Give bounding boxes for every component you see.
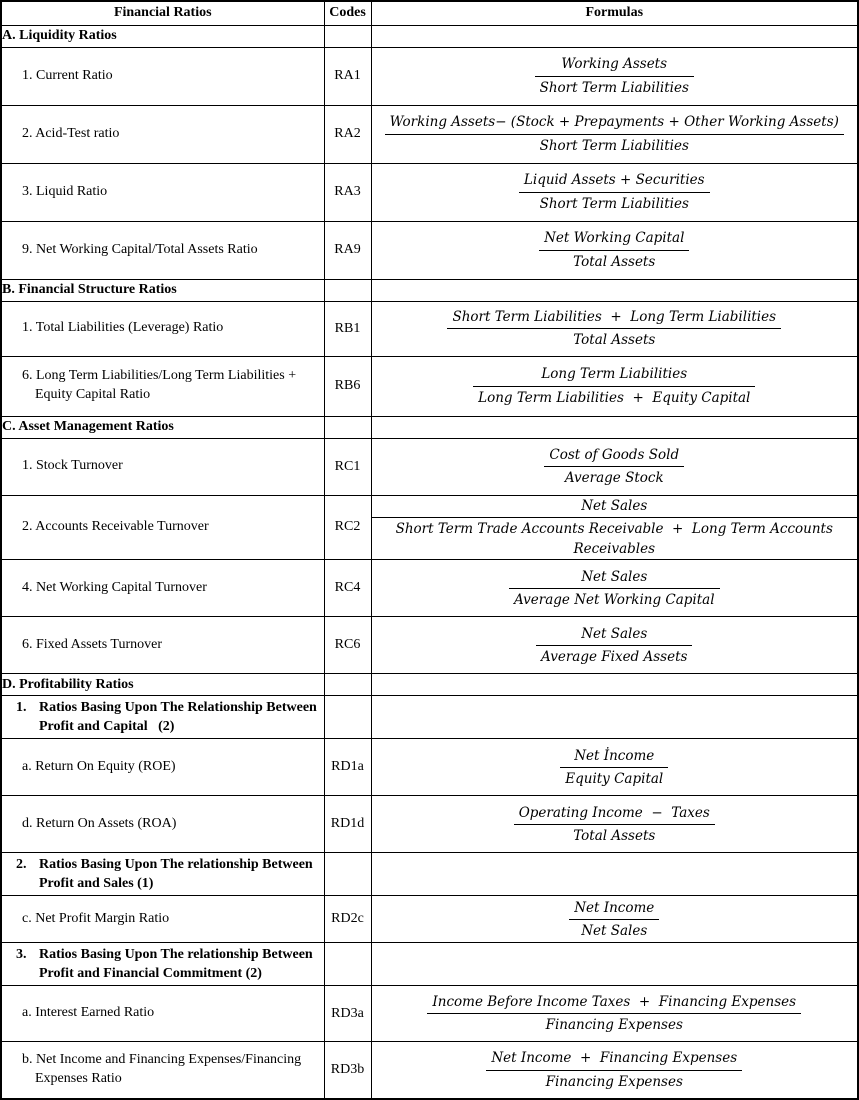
formula-numerator: Net Working Capital <box>539 228 689 250</box>
ratio-formula-cell <box>371 739 858 796</box>
column-header-financial-ratios: Financial Ratios <box>1 1 324 25</box>
formula-denominator: Net Sales <box>581 922 648 939</box>
formula-denominator: Average Stock <box>564 470 664 486</box>
formula-numerator: Income Before Income Taxes + Financing Expenses <box>427 992 801 1014</box>
formula-fraction <box>447 307 781 351</box>
ratio-label-cell <box>1 438 324 495</box>
formula-fraction <box>519 170 710 214</box>
formula-numerator: Working Assets− (Stock + Prepayments + Other Working Assets) <box>385 112 844 134</box>
formula-fraction <box>427 992 801 1036</box>
formula-denominator: Total Assets <box>573 253 656 270</box>
row-ni-financing-expenses <box>1 1042 858 1099</box>
formula-numerator: Net Sales <box>536 624 692 646</box>
ratio-code: RD1a <box>324 739 371 796</box>
ratio-formula-cell <box>371 796 858 853</box>
column-header-codes: Codes <box>324 1 371 25</box>
subsection-formula-cell <box>371 696 858 739</box>
ratio-formula-cell <box>371 495 858 560</box>
formula-numerator: Liquid Assets + Securities <box>519 170 710 192</box>
formula-denominator: Long Term Liabilities + Equity Capital <box>478 389 751 406</box>
ratio-label-cell <box>1 221 324 279</box>
row-liquid-ratio <box>1 163 858 221</box>
ratio-formula-cell <box>371 986 858 1042</box>
ratio-label: a. Return On Equity (ROE) <box>22 758 176 774</box>
formula-fraction <box>514 803 715 847</box>
ratio-code: RC2 <box>324 495 371 560</box>
subsection-label <box>2 945 324 984</box>
subsection-code-cell <box>324 943 371 986</box>
ratio-label-cell <box>1 796 324 853</box>
formula-fraction <box>486 1048 742 1092</box>
row-liquidity-section <box>1 25 858 47</box>
formula-fraction <box>560 746 668 790</box>
row-interest-earned <box>1 986 858 1042</box>
row-profit-sales-subsection <box>1 853 858 896</box>
ratio-label-cell <box>1 986 324 1042</box>
section-formula-cell <box>371 25 858 47</box>
formula-denominator: Total Assets <box>573 827 656 844</box>
formula-denominator: Total Assets <box>573 332 656 348</box>
row-roe <box>1 739 858 796</box>
subsection-label <box>2 855 324 894</box>
ratio-formula-cell <box>371 221 858 279</box>
formula-numerator: Working Assets <box>535 54 694 76</box>
formula-fraction <box>569 898 659 942</box>
ratio-code: RC4 <box>324 560 371 617</box>
subsection-text: Ratios Basing Upon The relationship Between Profit and Financial Commitment (2) <box>39 946 313 982</box>
ratio-formula-cell <box>371 356 858 416</box>
row-current-ratio <box>1 47 858 105</box>
row-asset-management-section <box>1 416 858 438</box>
subsection-label-cell <box>1 943 324 986</box>
ratio-label-cell <box>1 896 324 943</box>
ratio-code: RA9 <box>324 221 371 279</box>
ratio-code: RB6 <box>324 356 371 416</box>
formula-numerator: Net Sales <box>509 567 720 589</box>
ratio-code: RD1d <box>324 796 371 853</box>
formula-denominator: Financing Expenses <box>545 1073 683 1090</box>
row-nwc-total-assets-ratio <box>1 221 858 279</box>
row-ltl-equity-ratio <box>1 356 858 416</box>
formula-numerator: Cost of Goods Sold <box>544 445 684 467</box>
ratio-formula-cell <box>371 438 858 495</box>
section-code-cell <box>324 279 371 301</box>
row-net-profit-margin <box>1 896 858 943</box>
ratio-label-cell <box>1 105 324 163</box>
row-total-liabilities-ratio <box>1 301 858 356</box>
section-formula-cell <box>371 279 858 301</box>
ratio-label: 1. Total Liabilities (Leverage) Ratio <box>22 320 224 336</box>
formula-fraction <box>544 445 684 489</box>
subsection-number: 3. <box>16 946 27 962</box>
row-financial-structure-section <box>1 279 858 301</box>
ratio-label-cell <box>1 356 324 416</box>
section-code-cell <box>324 416 371 438</box>
ratio-formula-cell <box>371 163 858 221</box>
ratio-formula-cell <box>371 560 858 617</box>
ratio-formula-cell <box>371 301 858 356</box>
formula-denominator: Average Fixed Assets <box>541 648 688 665</box>
ratio-label: 1. Stock Turnover <box>22 458 123 474</box>
formula-numerator: Long Term Liabilities <box>473 364 755 386</box>
row-nwc-turnover <box>1 560 858 617</box>
ratio-label: 2. Acid-Test ratio <box>22 125 120 141</box>
subsection-text: Ratios Basing Upon The relationship Between Profit and Sales (1) <box>39 856 313 892</box>
formula-numerator: Net Income + Financing Expenses <box>486 1048 742 1070</box>
section-formula-cell <box>371 416 858 438</box>
row-acid-test-ratio <box>1 105 858 163</box>
ratio-code: RC1 <box>324 438 371 495</box>
formula-numerator: Net Sales <box>372 496 858 518</box>
formula-numerator: Net İncome <box>560 746 668 768</box>
ratio-label: 6. Long Term Liabilities/Long Term Liabilities + Equity Capital Ratio <box>22 368 297 402</box>
formula-numerator: Operating Income − Taxes <box>514 803 715 825</box>
formula-denominator: Short Term Trade Accounts Receivable + Long Term Accounts Receivables <box>395 520 833 557</box>
section-formula-cell <box>371 674 858 696</box>
ratio-label: 6. Fixed Assets Turnover <box>22 636 163 652</box>
section-label: D. Profitability Ratios <box>1 674 324 696</box>
ratio-label: c. Net Profit Margin Ratio <box>22 910 170 926</box>
formula-fraction <box>535 54 694 98</box>
ratio-formula-cell <box>371 1042 858 1099</box>
row-fixed-assets-turnover <box>1 617 858 674</box>
ratio-label: a. Interest Earned Ratio <box>22 1005 155 1021</box>
ratio-label-cell <box>1 495 324 560</box>
formula-denominator: Average Net Working Capital <box>513 591 715 608</box>
ratio-label: d. Return On Assets (ROA) <box>22 815 177 831</box>
ratio-code: RB1 <box>324 301 371 356</box>
ratio-code: RA2 <box>324 105 371 163</box>
formula-numerator: Net Income <box>569 898 659 920</box>
formula-denominator: Equity Capital <box>565 770 664 787</box>
ratio-formula-cell <box>371 105 858 163</box>
formula-numerator: Short Term Liabilities + Long Term Liabilities <box>447 307 781 329</box>
table-header-row <box>1 1 858 25</box>
ratio-formula-cell <box>371 47 858 105</box>
ratio-label-cell <box>1 301 324 356</box>
subsection-formula-cell <box>371 853 858 896</box>
column-header-formulas: Formulas <box>371 1 858 25</box>
section-code-cell <box>324 674 371 696</box>
formula-denominator: Short Term Liabilities <box>539 195 689 212</box>
ratio-formula-cell <box>371 896 858 943</box>
section-label: B. Financial Structure Ratios <box>1 279 324 301</box>
ratio-label: 9. Net Working Capital/Total Assets Ratio <box>22 241 258 257</box>
row-roa <box>1 796 858 853</box>
section-label: A. Liquidity Ratios <box>1 25 324 47</box>
ratio-label-cell <box>1 617 324 674</box>
formula-fraction <box>473 364 755 408</box>
ratio-label: 3. Liquid Ratio <box>22 183 108 199</box>
formula-denominator: Short Term Liabilities <box>539 137 689 154</box>
row-profit-capital-subsection <box>1 696 858 739</box>
formula-fraction <box>509 567 720 611</box>
subsection-code-cell <box>324 853 371 896</box>
ratio-label: 2. Accounts Receivable Turnover <box>22 518 209 534</box>
section-code-cell <box>324 25 371 47</box>
ratio-code: RA1 <box>324 47 371 105</box>
ratio-code: RC6 <box>324 617 371 674</box>
formula-fraction <box>536 624 692 668</box>
ratio-label-cell <box>1 739 324 796</box>
subsection-label <box>2 698 324 737</box>
ratio-label-cell <box>1 1042 324 1099</box>
ratio-label-cell <box>1 47 324 105</box>
ratio-label-cell <box>1 560 324 617</box>
formula-fraction <box>539 228 689 272</box>
subsection-label-cell <box>1 696 324 739</box>
row-profit-commitment-subsection <box>1 943 858 986</box>
subsection-label-cell <box>1 853 324 896</box>
subsection-formula-cell <box>371 943 858 986</box>
ratio-label: 4. Net Working Capital Turnover <box>22 579 207 595</box>
ratio-code: RD2c <box>324 896 371 943</box>
subsection-number: 1. <box>16 699 27 715</box>
row-profitability-section <box>1 674 858 696</box>
subsection-text: Ratios Basing Upon The Relationship Between Profit and Capital (2) <box>39 699 317 735</box>
ratio-code: RD3a <box>324 986 371 1042</box>
subsection-code-cell <box>324 696 371 739</box>
ratio-label: b. Net Income and Financing Expenses/Financing Expenses Ratio <box>22 1052 302 1086</box>
subsection-number: 2. <box>16 856 27 872</box>
formula-denominator: Financing Expenses <box>545 1017 683 1034</box>
formula-fraction <box>385 112 844 156</box>
ratio-code: RA3 <box>324 163 371 221</box>
formula-denominator: Short Term Liabilities <box>539 79 689 96</box>
ratio-code: RD3b <box>324 1042 371 1099</box>
row-accounts-receivable-turnover <box>1 495 858 560</box>
ratio-formula-cell <box>371 617 858 674</box>
row-stock-turnover <box>1 438 858 495</box>
ratio-label-cell <box>1 163 324 221</box>
ratio-label: 1. Current Ratio <box>22 67 113 83</box>
section-label: C. Asset Management Ratios <box>1 416 324 438</box>
formula-fraction <box>372 496 858 560</box>
